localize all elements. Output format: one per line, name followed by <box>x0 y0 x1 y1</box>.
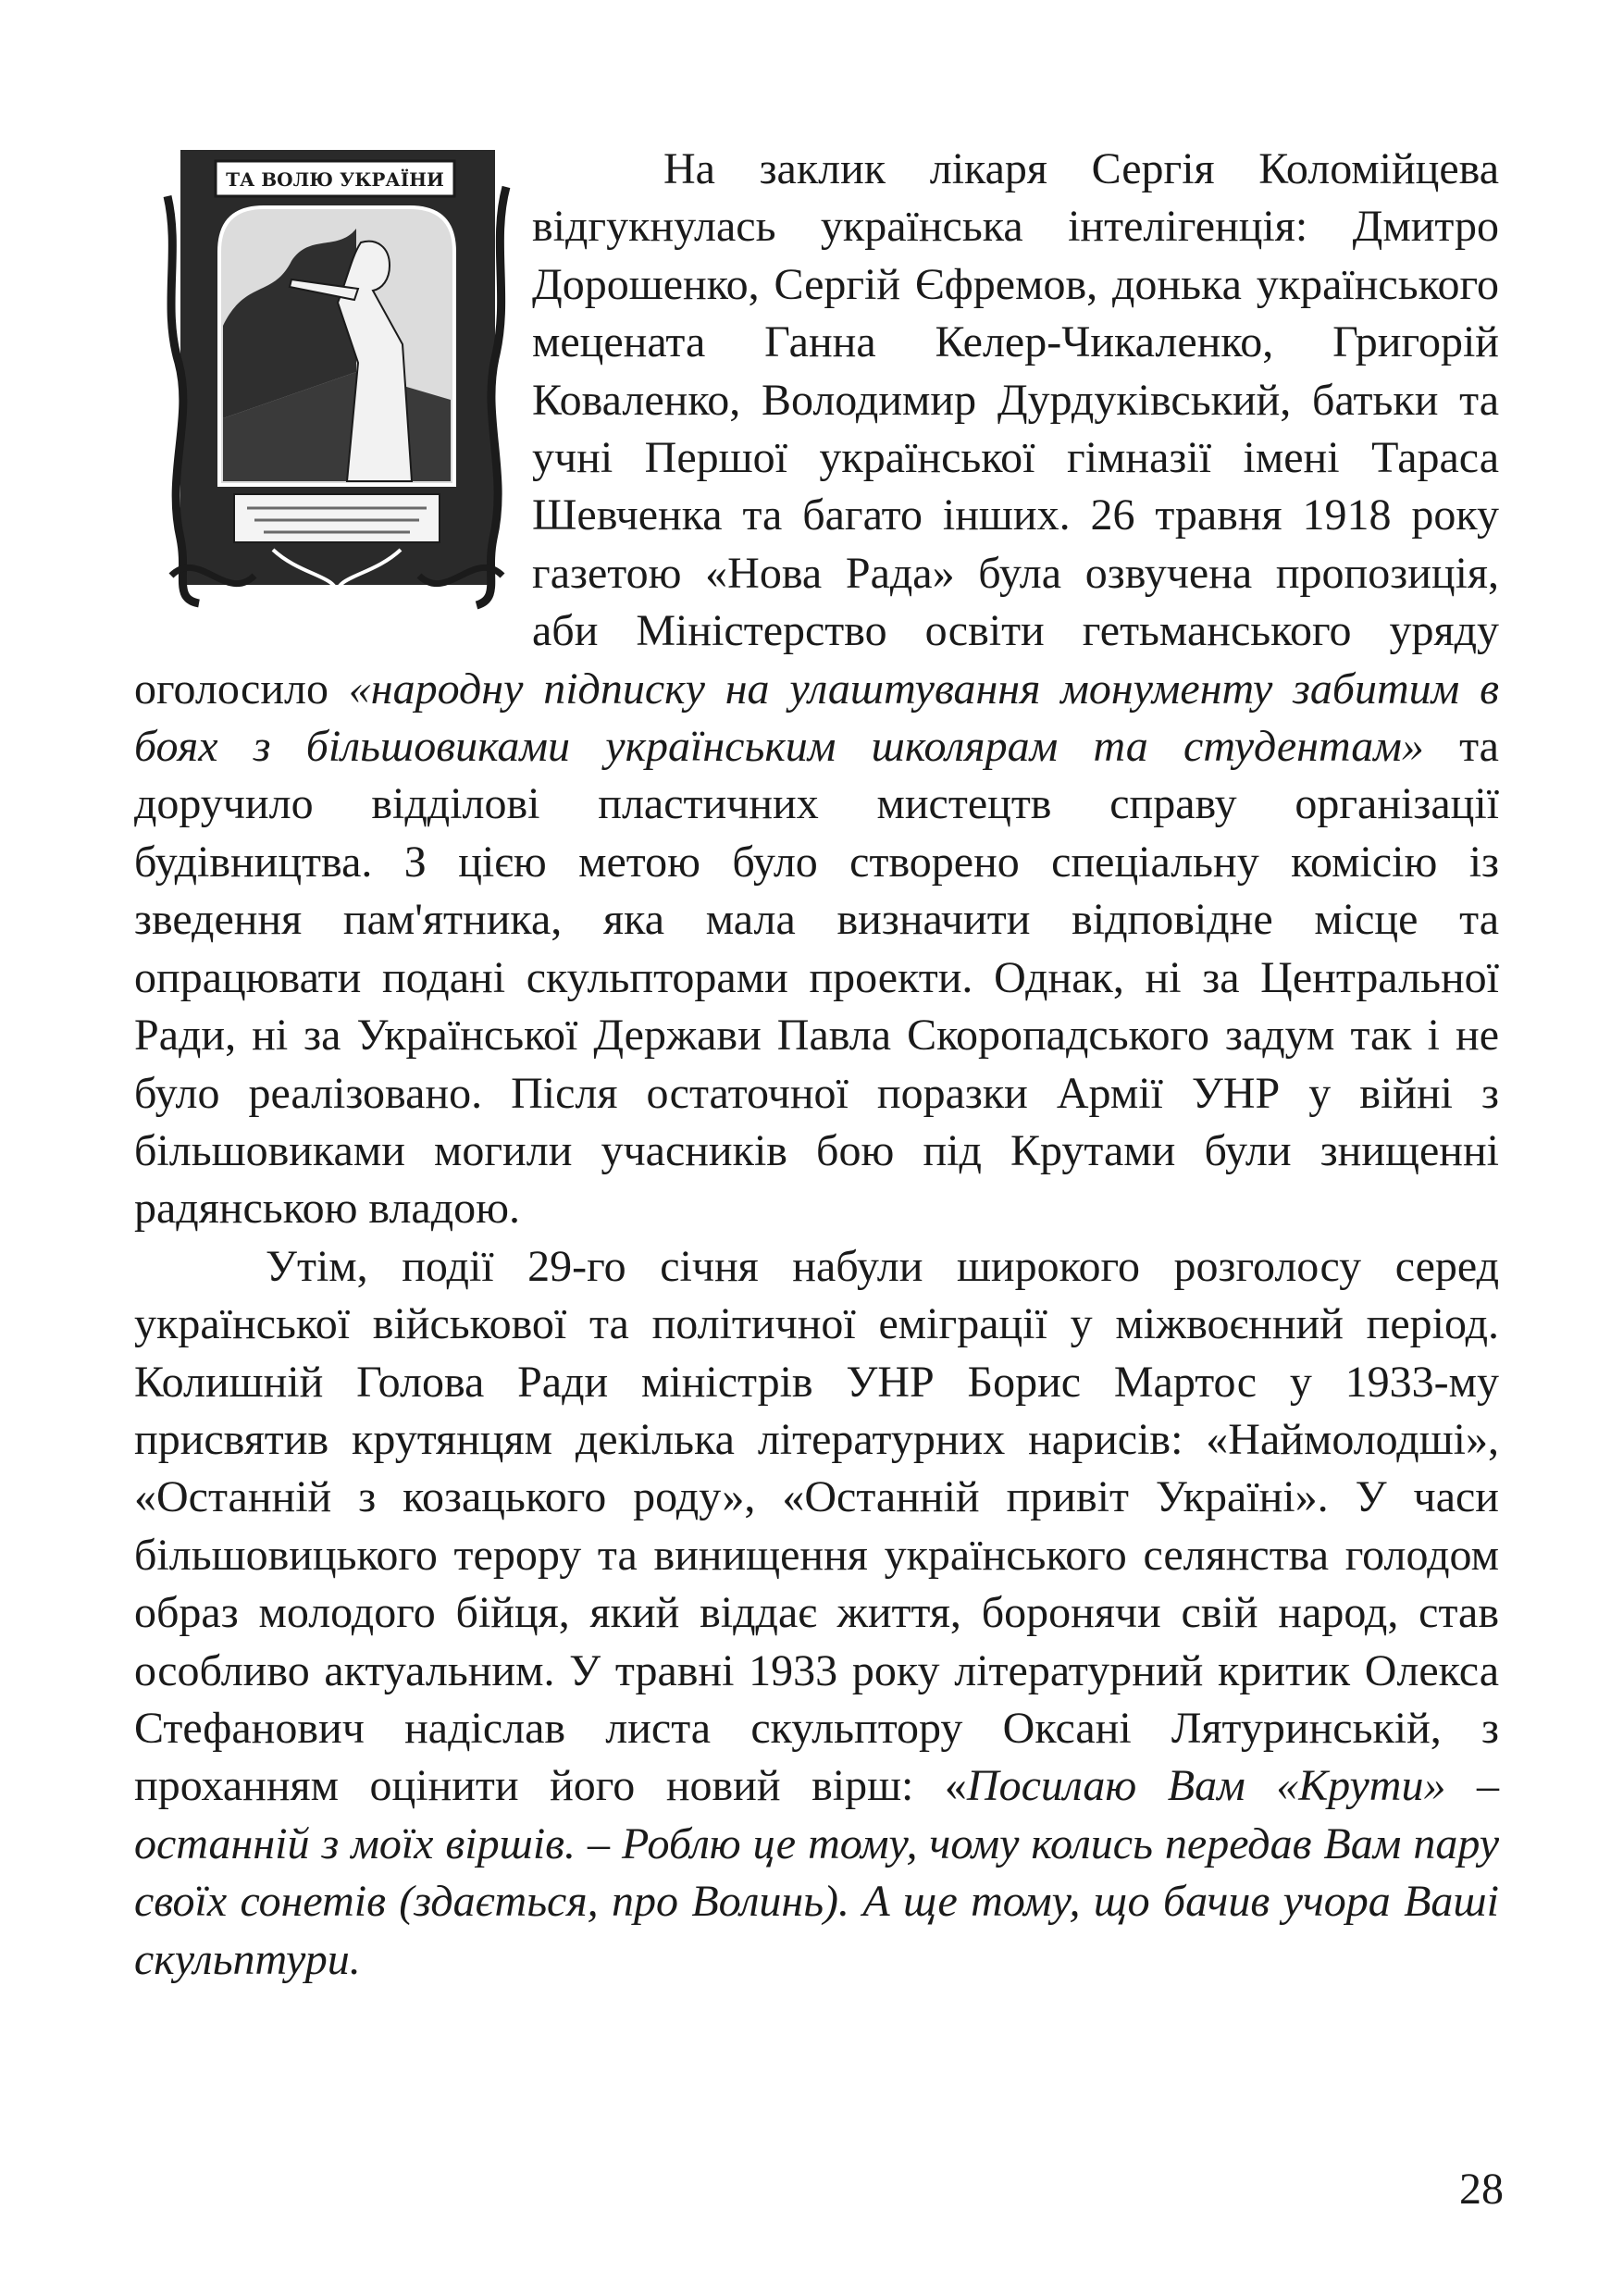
illustration-poster <box>162 141 512 610</box>
body-text <box>134 141 1499 1989</box>
paragraph-2-quote: Посилаю Вам «Крути» – останній з моїх віршів. – Роблю це тому, чому колись передав Вам пару своїх сонетів (здається, про Волинь). А ще тому, що бачив учора Ваші скульптури. <box>134 1761 1499 1984</box>
poster-art <box>162 141 512 610</box>
page-number: 28 <box>1459 2165 1504 2214</box>
poster-plaque <box>234 494 440 542</box>
poster-banner-text: ТА ВОЛЮ УКРАЇНИ <box>226 168 444 191</box>
paragraph-1-tail: та доручило відділові пластичних мистецтв справу організації будівництва. З цією метою було створено спеціальну комісію із зведення пам'ятника, яка мала визначити відповідне місце та опрацювати подані скульпторами проекти. Однак, ні за Центральної Ради, ні за Української Держави Павла Скоропадського задум так і не було реалізовано. Після остаточної поразки Армії УНР у війні з більшовиками могили учасників бою під Крутами були знищенні радянською владою. <box>134 722 1499 1234</box>
paragraph-1-quote: «народну підписку на улаштування монументу забитим в боях з більшовиками українським школярам та студентам» <box>134 664 1499 772</box>
paragraph-2 <box>134 1238 1499 1989</box>
paragraph-1-lead: На заклик лікаря Сергія Коломійцева відгукнулась українська інтелігенція: Дмитро Дорошенко, Сергій Єфремов, донька українського мецената Ганна Келер-Чикаленко, Григорій Коваленко, Володимир Дурдуківський, батьки та учні Першої української гімназії імені Тараса Шевченка та багато інших. 26 травня 1918 року газетою «Нова Рада» була озвучена пропозиція, аби Міністерство освіти гетьманського уряду оголосило <box>134 144 1499 714</box>
paragraph-2-lead: Утім, події 29-го січня набули широкого розголосу серед української військової та політичної еміграції у міжвоєнний період. Колишній Голова Ради міністрів УНР Борис Мартос у 1933-му присвятив крутянцям декілька літературних нарисів: «Наймолодші», «Останній з козацького роду», «Останній привіт Україні». У часи більшовицького терору та винищення українського селянства голодом образ молодого бійця, який віддає життя, боронячи свій народ, став особливо актуальним. У травні 1933 року літературний критик Олекса Стефанович надіслав листа скульптору Оксані Лятуринській, з проханням оцінити його новий вірш: « <box>134 1241 1499 1811</box>
